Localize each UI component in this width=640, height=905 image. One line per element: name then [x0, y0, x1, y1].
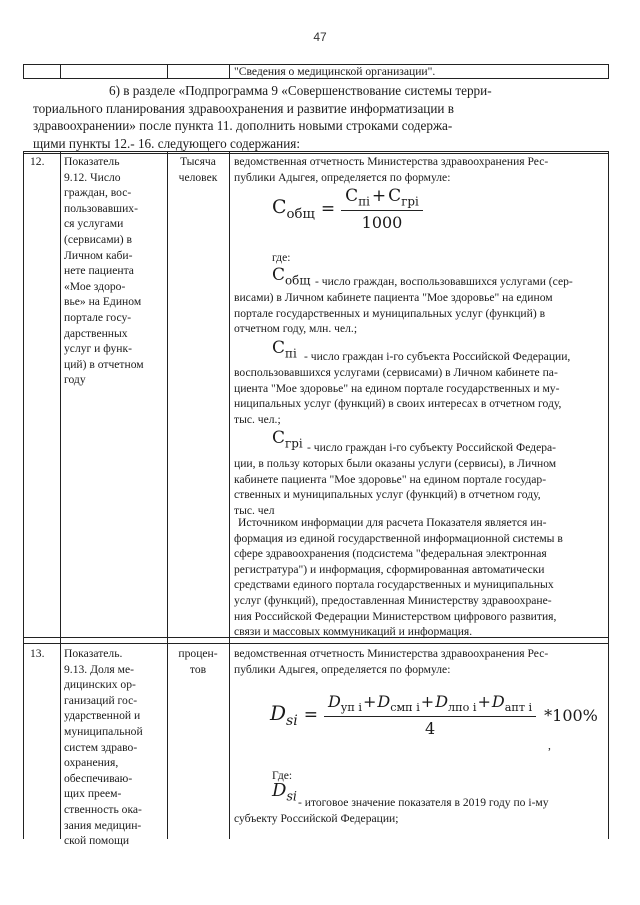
def-sub: пi	[285, 346, 297, 361]
unit-line: тов	[189, 662, 207, 676]
row-13-number: 13.	[30, 647, 45, 660]
def-first-line: - число граждан, воспользовавшихся услугами (сер-	[315, 275, 573, 288]
def-line: субъекту Российской Федерации;	[234, 812, 399, 825]
source-line: средствами единого портала государственных и муниципальных	[234, 578, 554, 592]
desc-line: ведомственная отчетность Министерства здравоохранения Рес-	[234, 155, 549, 168]
top-row-text: "Сведения о медицинской организации".	[234, 65, 436, 78]
indicator-line: щих преем-	[64, 787, 122, 801]
def-line: тыс. чел.;	[234, 412, 281, 426]
indicator-line: 9.12. Число	[64, 170, 121, 184]
def-line: циента "Мое здоровье" на едином портале государственных и му-	[234, 381, 560, 395]
def-sym: С	[272, 428, 286, 448]
formula-comma: ,	[548, 739, 551, 752]
intro-line: ториального планирования здравоохранения и развитие информатизации в	[33, 100, 455, 116]
indicator-line: граждан, вос-	[64, 186, 132, 200]
def-symbol	[272, 338, 297, 360]
unit-line: процен-	[178, 647, 218, 660]
def-sub: грi	[285, 436, 303, 451]
formula-lhs-sub: общ	[286, 207, 315, 223]
intro-line: щими пункты 12.- 16. следующего содержания:	[33, 135, 301, 151]
def-line: портале государственных и муниципальных услуг (функций) в	[234, 306, 546, 320]
def-symbol	[272, 265, 310, 287]
indicator-line: вье» на Едином	[64, 295, 142, 309]
formula-13	[270, 692, 598, 738]
unit-line: человек	[178, 170, 218, 184]
formula-den: 4	[424, 719, 436, 739]
desc-line: публики Адыгея, определяется по формуле:	[234, 662, 451, 676]
formula-eq: =	[320, 199, 336, 220]
def-symbol	[272, 780, 297, 804]
indicator-line: году	[64, 373, 86, 387]
source-line: связи и массовых коммуникаций и информация.	[234, 625, 473, 639]
indicator-line: зания медицин-	[64, 818, 142, 832]
formula-term: D	[327, 692, 341, 711]
def-sub: общ	[285, 273, 311, 288]
source-line: Источником информации для расчета Показателя является ин-	[238, 516, 547, 529]
formula-term-sub: лпо i	[448, 701, 477, 715]
def-line: висами) в Личном кабинете пациента "Мое здоровье" на едином	[234, 291, 553, 304]
unit-line: Тысяча	[180, 155, 216, 168]
desc-line: публики Адыгея, определяется по формуле:	[234, 170, 451, 184]
indicator-line: услуг и функ-	[64, 342, 132, 356]
indicator-line: пользовавших-	[64, 201, 138, 215]
page-number: 47	[313, 30, 327, 44]
where-label: где:	[272, 251, 291, 264]
def-text	[234, 456, 604, 518]
indicator-line: Показатель.	[64, 647, 123, 660]
indicator-line: нете пациента	[64, 264, 134, 278]
formula-lhs: С	[272, 196, 287, 219]
indicator-line: ской помощи	[64, 834, 130, 848]
formula-term: D	[491, 692, 505, 711]
def-first-line: - число граждан i-го субъекта Российской Федерации,	[304, 350, 571, 363]
def-sub: si	[286, 788, 297, 804]
formula-den: 1000	[361, 213, 403, 233]
intro-paragraph	[33, 82, 595, 152]
def-line: ственных и муниципальных услуг (функций) в отчетном году,	[234, 488, 541, 502]
formula-plus: +	[420, 692, 435, 711]
source-line: регистратура") и информация, сформированная автоматически	[234, 562, 545, 576]
indicator-line: охранения,	[64, 756, 119, 770]
source-line: сфере здравоохранения (подсистема "федеральная электронная	[234, 547, 547, 561]
formula-num-b: С	[388, 186, 402, 206]
def-line: отчетном году, млн. чел.;	[234, 322, 358, 336]
indicator-line: ся услугами	[64, 217, 124, 231]
indicator-line: дарственных	[64, 326, 128, 340]
indicator-line: ганизаций гос-	[64, 693, 138, 707]
def-symbol	[272, 428, 303, 450]
source-line: формация из единой государственной информационной системы в	[234, 531, 563, 545]
def-line: кабинете пациента "Мое здоровье" на едином портале государ-	[234, 472, 547, 486]
indicator-line: обеспечиваю-	[64, 771, 133, 785]
row-13-unit	[170, 646, 226, 677]
formula-plus: +	[477, 692, 491, 711]
def-text	[234, 365, 604, 427]
formula-plus: +	[362, 692, 377, 711]
row-12-indicator	[64, 154, 164, 388]
formula-term-sub: апт i	[504, 701, 533, 715]
formula-lhs-sub: si	[286, 713, 298, 730]
indicator-line: Личном каби-	[64, 248, 133, 262]
formula-num-b-sub: грi	[401, 194, 419, 209]
formula-num-a: С	[345, 186, 359, 206]
source-line: ния Российской Федерации Министерством цифрового развития,	[234, 609, 557, 623]
formula-term-sub: смп i	[390, 701, 420, 715]
formula-12	[272, 186, 423, 232]
row-13-desc-intro	[234, 646, 604, 677]
desc-line: ведомственная отчетность Министерства здравоохранения Рес-	[234, 647, 549, 660]
formula-num-a-sub: пi	[358, 194, 370, 209]
def-line: ниципальных услуг (функций) в своих интересах в отчетном году,	[234, 397, 562, 411]
def-sym: С	[272, 265, 286, 285]
def-first-line: - число граждан i-го субъекту Российской Федера-	[307, 441, 557, 454]
row-12-desc-intro	[234, 154, 604, 185]
formula-lhs: D	[270, 701, 287, 726]
indicator-line: ций) в отчетном	[64, 357, 144, 371]
indicator-line: ударственной и	[64, 709, 141, 723]
def-text	[234, 290, 604, 337]
indicator-line: Показатель	[64, 155, 120, 168]
indicator-line: 9.13. Доля ме-	[64, 662, 134, 676]
formula-mult: *100%	[544, 705, 598, 725]
source-line: услуг (функций), предоставленная Министерству здравоохране-	[234, 593, 552, 607]
indicator-line: систем здраво-	[64, 740, 138, 754]
formula-term-sub: уп i	[340, 701, 362, 715]
formula-term: D	[435, 692, 449, 711]
def-first-line: - итоговое значение показателя в 2019 году по i-му	[298, 796, 549, 809]
indicator-line: «Мое здоро-	[64, 279, 126, 293]
indicator-line: дицинских ор-	[64, 678, 136, 692]
def-sym: С	[272, 338, 286, 358]
def-line: ции, в пользу которых были оказаны услуги (сервисы), в Личном	[234, 457, 557, 470]
source-paragraph	[234, 515, 604, 640]
formula-term: D	[377, 692, 391, 711]
row-13-indicator	[64, 646, 164, 849]
row-12-number: 12.	[30, 155, 45, 168]
indicator-line: портале госу-	[64, 310, 132, 324]
formula-plus: +	[371, 186, 387, 206]
row-12-unit	[170, 154, 226, 185]
formula-eq: =	[303, 705, 318, 726]
intro-line: 6) в разделе «Подпрограмма 9 «Совершенствование системы терри-	[109, 83, 492, 98]
indicator-line: муниципальной	[64, 724, 143, 738]
def-sym: D	[272, 780, 287, 801]
indicator-line: (сервисами) в	[64, 232, 132, 246]
def-line: воспользовавшихся услугами (сервисами) в Личном кабинете па-	[234, 366, 558, 379]
def-line: тыс. чел	[234, 503, 275, 517]
where-label: Где:	[272, 769, 293, 782]
intro-line: здравоохранении» после пункта 11. дополнить новыми строками содержа-	[33, 118, 453, 133]
indicator-line: ственность ока-	[64, 802, 142, 816]
